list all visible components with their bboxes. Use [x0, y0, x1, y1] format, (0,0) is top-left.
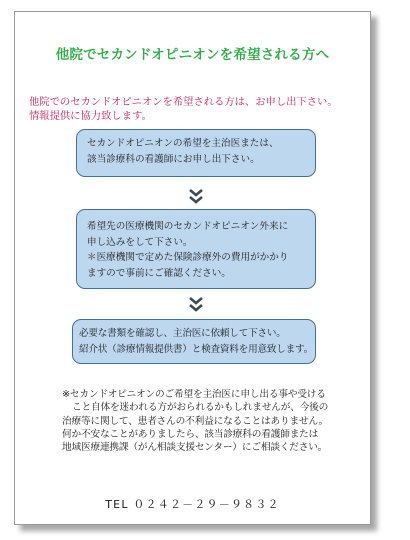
step-box-consult: [76, 129, 316, 177]
double-chevron-down-icon: [189, 297, 203, 313]
step-line: 該当診療科の看護師にお申し出下さい。: [87, 154, 260, 165]
intro-line: 他院でのセカンドオピニオンを希望される方は、お申し出下さい。: [29, 96, 338, 108]
intro-line: 情報提供に協力致します。: [29, 110, 152, 122]
note-line: こと自体を迷われる方がおられるかもしれませんが、今後の: [72, 402, 329, 414]
note-text: [62, 388, 372, 454]
note-line: 治療等に関して、患者さんの不利益になることはありません。: [62, 415, 329, 427]
page-title: 他院でセカンドオピニオンを希望される方へ: [55, 47, 330, 63]
step-line: 申し込みをして下さい。: [87, 236, 193, 248]
intro-text: [29, 95, 363, 123]
step-line: セカンドオピニオンの希望を主治医または、: [87, 138, 279, 149]
double-chevron-down-icon: [189, 189, 203, 205]
step-line: ＊医療機関で定めた保険診療外の費用がかかり: [87, 252, 289, 263]
step-box-documents: [72, 319, 316, 364]
step-line: ますので事前にご確認ください。: [87, 267, 231, 279]
step-line: 必要な書類を確認し、主治医に依頼して下さい。: [79, 328, 286, 339]
step-line: 希望先の医療機関のセカンドオピニオン外来に: [87, 221, 289, 232]
note-line: 何か不安なことがありましたら、該当診療科の看護師または: [62, 428, 319, 440]
note-line: 地域医療連携課（がん相談支援センター）にご相談ください。: [62, 442, 328, 454]
step-box-apply: [76, 209, 316, 289]
info-card: [14, 11, 371, 525]
phone-number: TEL ０２４２－２９－９８３２: [105, 498, 280, 511]
note-line: ※セカンドオピニオンのご希望を主治医に申し出る事や受ける: [62, 389, 326, 400]
step-line: 紹介状（診療情報提供書）と検査資料を用意致します。: [79, 344, 314, 355]
